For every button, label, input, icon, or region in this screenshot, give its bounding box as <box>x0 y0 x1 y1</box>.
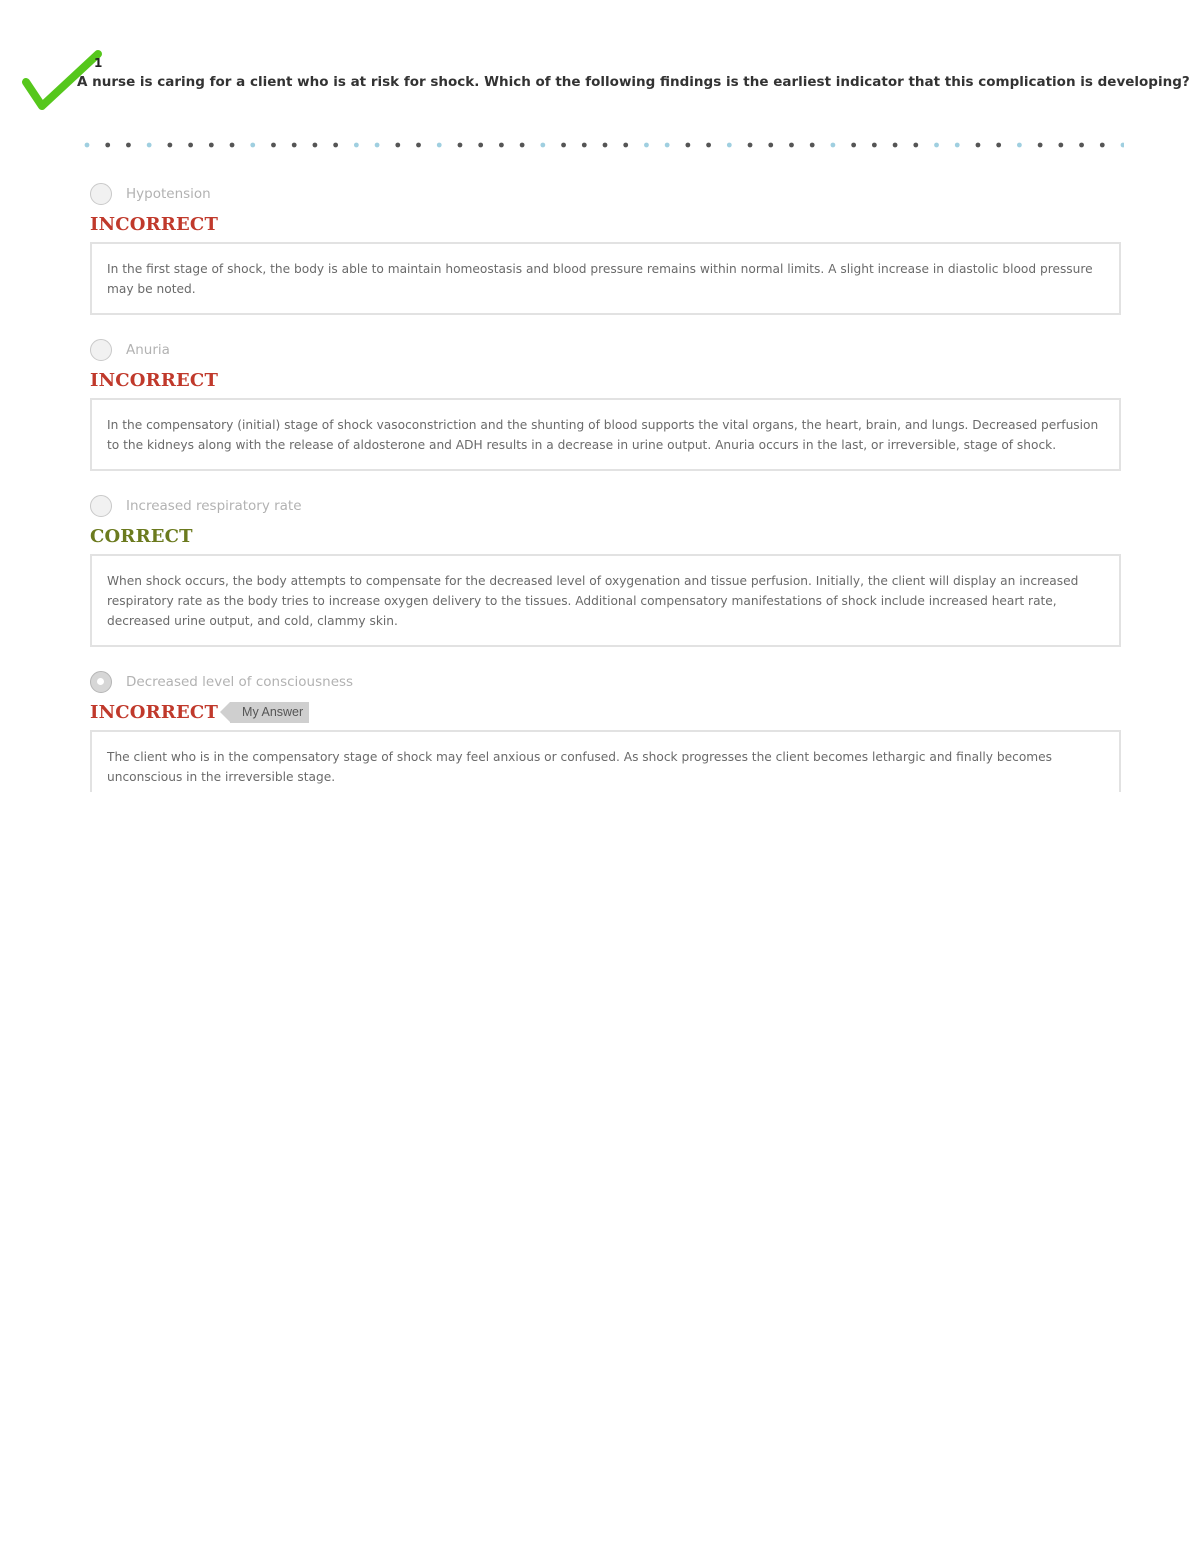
divider-dot <box>665 143 670 148</box>
divider-dot <box>375 143 380 148</box>
divider-dot <box>395 143 400 148</box>
question-number: 1 <box>94 56 103 70</box>
divider-dot <box>188 143 193 148</box>
divider-dot <box>603 143 608 148</box>
divider-dot <box>520 143 525 148</box>
divider-dot <box>851 143 856 148</box>
divider-dot <box>748 143 753 148</box>
divider-dot <box>209 143 214 148</box>
divider-dot <box>976 143 981 148</box>
divider-dot <box>955 143 960 148</box>
divider-dot <box>789 143 794 148</box>
rationale-box: When shock occurs, the body attempts to compensate for the decreased level of oxygenation and tissue perfusion. Initially, the client will display an increased respiratory rate as the body tries to increase oxygen delivery to the tissues. Additional compensatory manifestations of shock include increased heart rate, decreased urine output, and cold, clammy skin. <box>90 554 1121 647</box>
divider-dot <box>499 143 504 148</box>
divider-dot <box>831 143 836 148</box>
divider-dot <box>872 143 877 148</box>
divider-dot <box>85 143 90 148</box>
divider-dot <box>105 143 110 148</box>
divider-dot <box>458 143 463 148</box>
answer-option-hypotension <box>90 182 1122 315</box>
divider-dot <box>768 143 773 148</box>
divider-dot <box>416 143 421 148</box>
divider-dot <box>271 143 276 148</box>
my-answer-badge: My Answer <box>230 702 309 723</box>
divider-dot <box>437 143 442 148</box>
dotted-divider <box>84 139 1124 151</box>
divider-dot <box>1017 143 1022 148</box>
divider-dot <box>230 143 235 148</box>
answer-option-anuria <box>90 338 1122 471</box>
divider-dot <box>913 143 918 148</box>
answer-option-increased-respiratory-rate <box>90 494 1122 647</box>
result-label: CORRECT <box>90 525 193 547</box>
divider-dot <box>313 143 318 148</box>
divider-dot <box>147 143 152 148</box>
option-label: Decreased level of consciousness <box>126 674 354 690</box>
divider-dot <box>292 143 297 148</box>
divider-dot <box>561 143 566 148</box>
divider-dot <box>1038 143 1043 148</box>
divider-dot <box>1058 143 1063 148</box>
result-label: INCORRECT <box>90 369 219 391</box>
divider-dot <box>478 143 483 148</box>
radio-button[interactable] <box>90 183 112 205</box>
answer-option-decreased-level-of-consciousness <box>90 670 1122 792</box>
divider-dot <box>250 143 255 148</box>
divider-dot <box>644 143 649 148</box>
option-label: Increased respiratory rate <box>126 498 302 514</box>
divider-dot <box>540 143 545 148</box>
divider-dot <box>623 143 628 148</box>
divider-dot <box>167 143 172 148</box>
radio-button[interactable] <box>90 495 112 517</box>
divider-dot <box>727 143 732 148</box>
rationale-box: In the first stage of shock, the body is able to maintain homeostasis and blood pressure remains within normal limits. A slight increase in diastolic blood pressure may be noted. <box>90 242 1121 315</box>
divider-dot <box>333 143 338 148</box>
option-label: Hypotension <box>126 186 211 202</box>
rationale-box: In the compensatory (initial) stage of shock vasoconstriction and the shunting of blood supports the vital organs, the heart, brain, and lungs. Decreased perfusion to the kidneys along with the release of aldosterone and ADH results in a decrease in urine output. Anuria occurs in the last, or irreversible, stage of shock. <box>90 398 1121 471</box>
divider-dot <box>582 143 587 148</box>
divider-dot <box>1079 143 1084 148</box>
question-text: A nurse is caring for a client who is at risk for shock. Which of the following findings is the earliest indicator that this complication is developing? <box>77 74 1190 90</box>
option-label: Anuria <box>126 342 170 358</box>
divider-dot <box>893 143 898 148</box>
divider-dot <box>1121 143 1124 148</box>
divider-dot <box>354 143 359 148</box>
divider-dot <box>934 143 939 148</box>
result-label: INCORRECT <box>90 701 219 723</box>
divider-dot <box>1100 143 1105 148</box>
radio-button-selected[interactable] <box>90 671 112 693</box>
divider-dot <box>810 143 815 148</box>
divider-dot <box>706 143 711 148</box>
rationale-box: The client who is in the compensatory stage of shock may feel anxious or confused. As shock progresses the client becomes lethargic and finally becomes unconscious in the irreversible stage. <box>90 730 1121 792</box>
result-label: INCORRECT <box>90 213 219 235</box>
radio-button[interactable] <box>90 339 112 361</box>
divider-dot <box>126 143 131 148</box>
divider-dot <box>685 143 690 148</box>
divider-dot <box>996 143 1001 148</box>
